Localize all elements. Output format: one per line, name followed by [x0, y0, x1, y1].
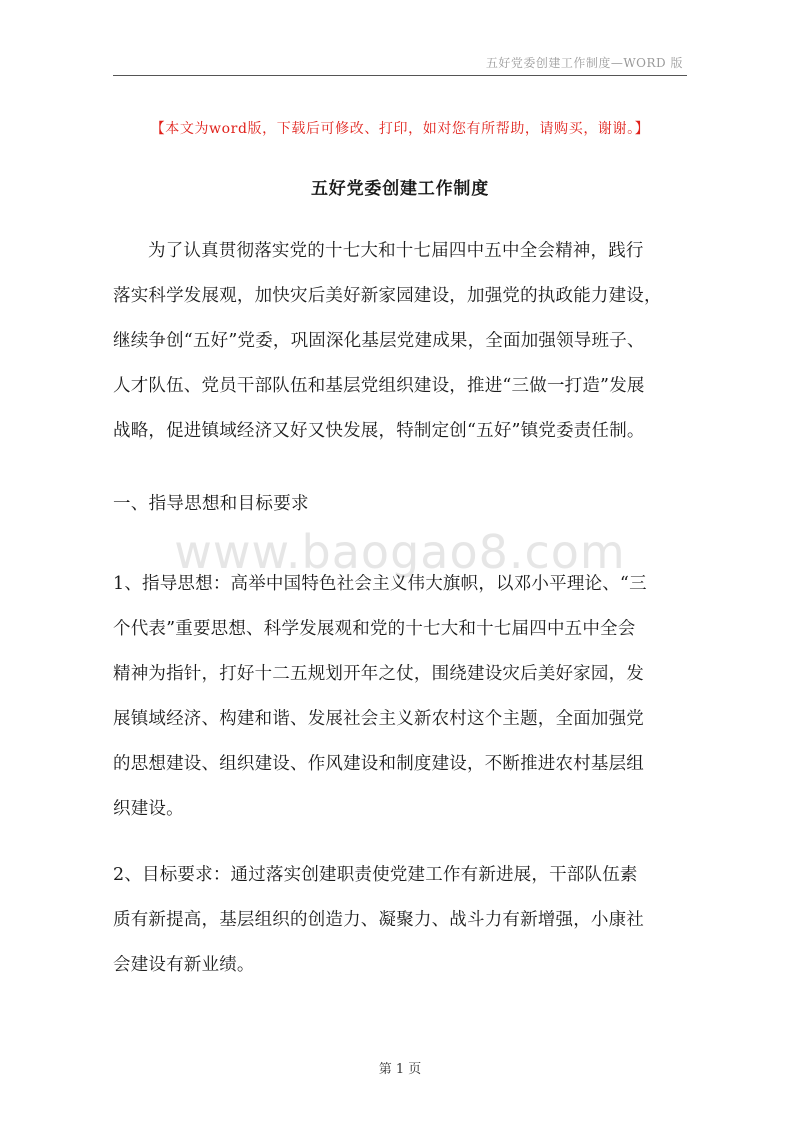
- running-header: 五好党委创建工作制度—WORD 版: [485, 56, 683, 70]
- paragraph-line: 战略，促进镇域经济又好又快发展，特制定创“五好”镇党委责任制。: [113, 421, 645, 441]
- item-1-paragraph: [113, 562, 688, 832]
- item-2-paragraph: [113, 853, 688, 988]
- paragraph-line: 为了认真贯彻落实党的十七大和十七届四中五中全会精神，践行: [148, 241, 644, 261]
- paragraph-line: 人才队伍、党员干部队伍和基层党组织建设，推进“三做一打造”发展: [113, 376, 645, 396]
- paragraph-line: 1、指导思想：高举中国特色社会主义伟大旗帜，以邓小平理论、“三: [113, 574, 647, 594]
- purchase-notice: 【本文为word版，下载后可修改、打印，如对您有所帮助，请购买，谢谢。】: [150, 121, 650, 137]
- paragraph-line: 个代表”重要思想、科学发展观和党的十七大和十七届四中五中全会: [113, 619, 636, 639]
- header-divider: [113, 75, 687, 76]
- intro-paragraph: [113, 229, 688, 454]
- paragraph-line: 落实科学发展观，加快灾后美好新家园建设，加强党的执政能力建设，: [113, 286, 662, 306]
- paragraph-line: 2、目标要求：通过落实创建职责使党建工作有新进展，干部队伍素: [113, 865, 638, 885]
- document-title: 五好党委创建工作制度: [311, 179, 489, 199]
- paragraph-line: 织建设。: [113, 799, 184, 819]
- section-heading-1: 一、指导思想和目标要求: [113, 494, 309, 514]
- paragraph-line: 展镇域经济、构建和谐、发展社会主义新农村这个主题，全面加强党: [113, 709, 644, 729]
- paragraph-line: 精神为指针，打好十二五规划开年之仗，围绕建设灾后美好家园，发: [113, 664, 644, 684]
- paragraph-line: 继续争创“五好”党委，巩固深化基层党建成果，全面加强领导班子、: [113, 331, 645, 351]
- paragraph-line: 的思想建设、组织建设、作风建设和制度建设，不断推进农村基层组: [113, 754, 644, 774]
- page-number: 第 1 页: [378, 1062, 422, 1077]
- watermark: www.baogao8.com: [174, 525, 626, 579]
- paragraph-line: 质有新提高，基层组织的创造力、凝聚力、战斗力有新增强，小康社: [113, 910, 644, 930]
- paragraph-line: 会建设有新业绩。: [113, 955, 255, 975]
